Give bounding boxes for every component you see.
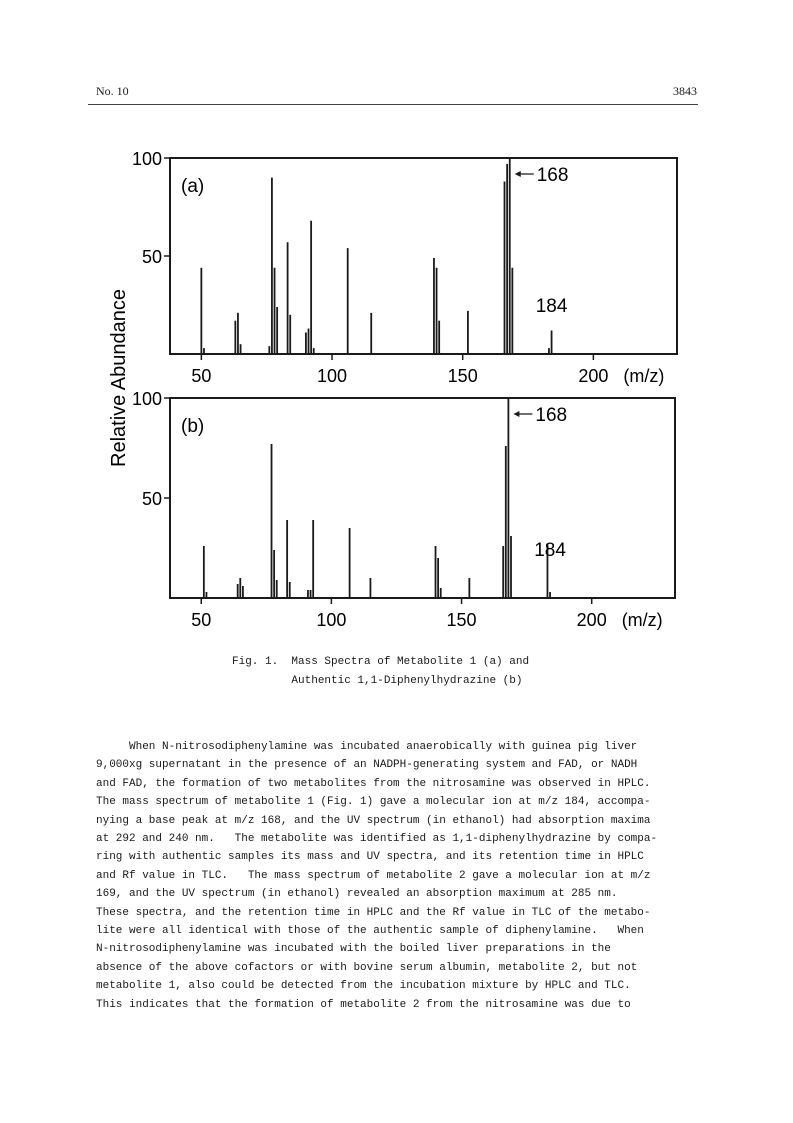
body-line: absence of the above cofactors or with bovine serum albumin, metabolite 2, but not: [96, 961, 638, 974]
annotation-label-184: 184: [535, 296, 568, 317]
body-line: metabolite 1, also could be detected from the incubation mixture by HPLC and TLC.: [96, 980, 631, 993]
plot-frame: [170, 158, 677, 354]
x-tick-label: 50: [191, 610, 212, 630]
y-tick-label: 100: [131, 149, 162, 169]
body-line: When N-nitrosodiphenylamine was incubated anaerobically with guinea pig liver: [96, 741, 638, 753]
body-line: at 292 and 240 nm. The metabolite was identified as 1,1-diphenylhydrazine by compa-: [96, 833, 658, 846]
x-tick-label: 150: [447, 366, 478, 386]
y-tick-label: 50: [141, 247, 162, 267]
spectrum-panel-b: [132, 389, 675, 630]
x-tick-label: 50: [191, 366, 212, 386]
annotation-label-168: 168: [535, 405, 568, 426]
panel-label: (b): [181, 416, 205, 437]
x-tick-label: 100: [316, 610, 347, 630]
x-axis-unit: (m/z): [621, 610, 663, 630]
header-rule: [88, 104, 698, 105]
body-paragraph: [96, 738, 698, 1014]
annotation-arrowhead: [513, 411, 519, 417]
page-number: 3843: [673, 84, 697, 98]
y-tick-label: 50: [141, 489, 162, 509]
body-line: N-nitrosodiphenylamine was incubated with the boiled liver preparations in the: [96, 943, 611, 956]
spectrum-panel-a: [132, 149, 677, 386]
x-tick-label: 200: [576, 610, 607, 630]
annotation-label-168: 168: [536, 165, 569, 186]
plot-frame: [170, 398, 675, 598]
body-line: The mass spectrum of metabolite 1 (Fig. 1) gave a molecular ion at m/z 184, accompa-: [96, 796, 651, 809]
y-tick-label: 100: [131, 389, 162, 409]
x-tick-label: 100: [317, 366, 348, 386]
x-tick-label: 200: [578, 366, 609, 386]
journal-issue-number: No. 10: [96, 84, 129, 98]
page-header: [96, 84, 697, 102]
body-line: ring with authentic samples its mass and UV spectra, and its retention time in HPLC: [96, 851, 644, 864]
annotation-label-184: 184: [534, 540, 566, 561]
body-line: and Rf value in TLC. The mass spectrum of metabolite 2 gave a molecular ion at m/z: [96, 869, 651, 882]
body-line: 169, and the UV spectrum (in ethanol) revealed an absorption maximum at 285 nm.: [96, 888, 618, 901]
annotation-arrowhead: [515, 171, 521, 177]
caption-line-1: Fig. 1. Mass Spectra of Metabolite 1 (a) and: [232, 656, 530, 668]
y-axis-label: Relative Abundance: [108, 289, 130, 467]
body-line: nying a base peak at m/z 168, and the UV spectrum (in ethanol) had absorption maxima: [96, 814, 651, 827]
body-line: 9,000xg supernatant in the presence of an NADPH-generating system and FAD, or NADH: [96, 759, 638, 772]
figure-caption: [232, 653, 529, 691]
x-tick-label: 150: [446, 610, 477, 630]
body-line: and FAD, the formation of two metabolites from the nitrosamine was observed in HPLC.: [96, 777, 651, 790]
mass-spectra-figure: [0, 140, 793, 640]
body-line: These spectra, and the retention time in HPLC and the Rf value in TLC of the metabo-: [96, 906, 651, 919]
caption-line-2: Authentic 1,1-Diphenylhydrazine (b): [232, 675, 523, 687]
x-axis-unit: (m/z): [623, 366, 665, 386]
body-line: lite were all identical with those of the authentic sample of diphenylamine. When: [96, 925, 644, 938]
body-line: This indicates that the formation of metabolite 2 from the nitrosamine was due to: [96, 998, 631, 1011]
panel-label: (a): [181, 176, 205, 197]
